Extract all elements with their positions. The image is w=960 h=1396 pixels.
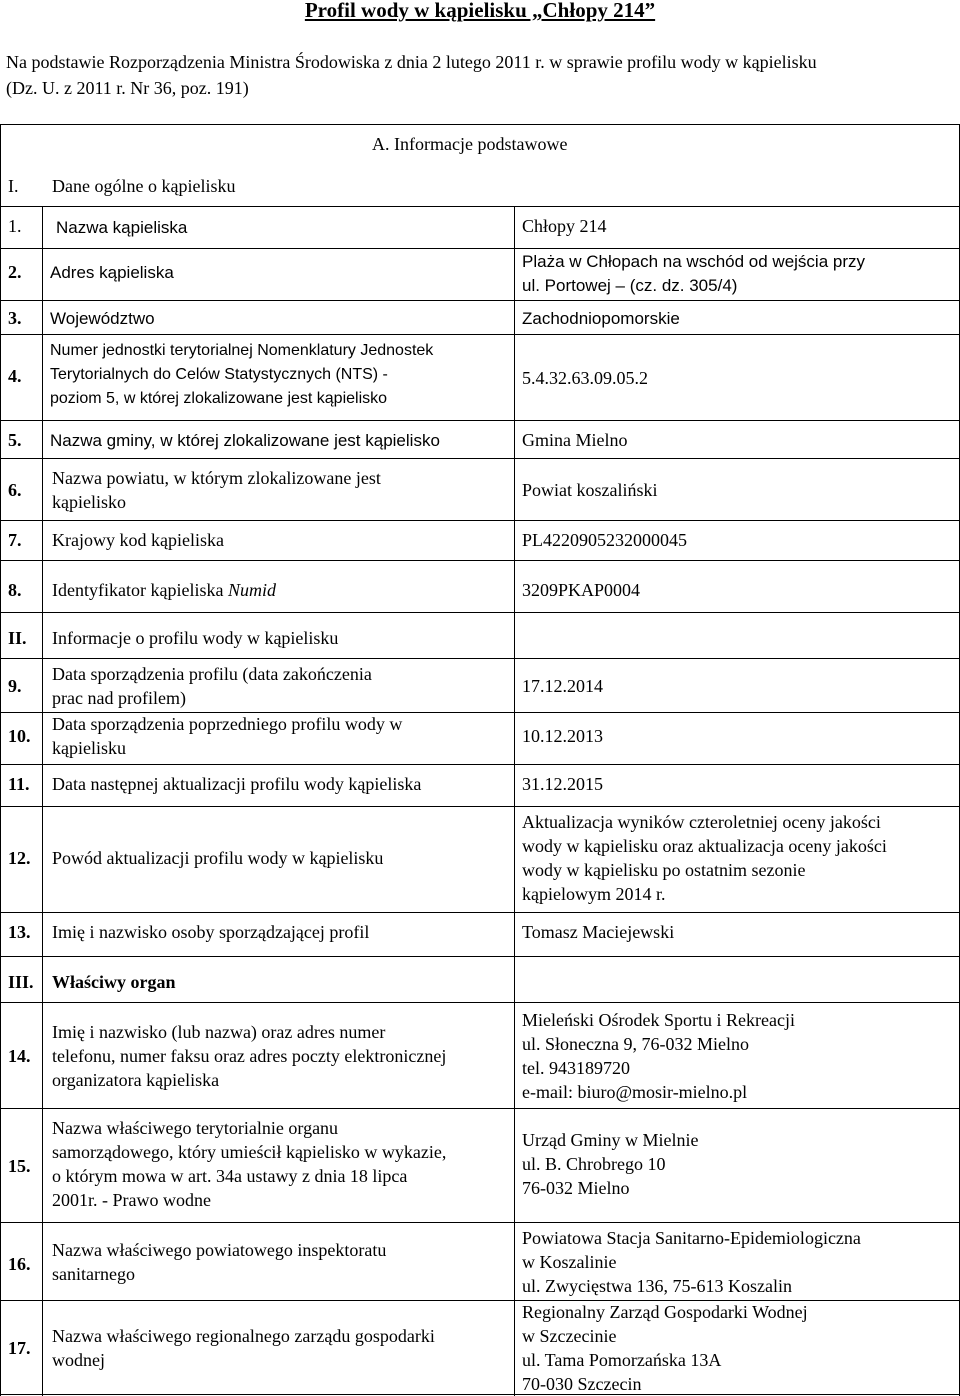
row-13-number: 13. bbox=[8, 922, 31, 942]
row-9-label-line-1: Data sporządzenia profilu (data zakończenia bbox=[52, 664, 372, 684]
row-2-number: 2. bbox=[8, 262, 22, 282]
row-15-value-line-3: 76-032 Mielno bbox=[522, 1178, 630, 1198]
row-9-label-line-2: prac nad profilem) bbox=[52, 688, 186, 708]
row-16-value-line-3: ul. Zwycięstwa 136, 75-613 Koszalin bbox=[522, 1276, 792, 1296]
row-14-number: 14. bbox=[8, 1046, 31, 1066]
row-14-value-line-3: tel. 943189720 bbox=[522, 1058, 630, 1078]
row-16-label-line-2: sanitarnego bbox=[52, 1264, 135, 1284]
row-13-label: Imię i nazwisko osoby sporządzającej profil bbox=[52, 922, 370, 942]
row-1-label: Nazwa kąpieliska bbox=[56, 218, 188, 237]
row-15-label-line-1: Nazwa właściwego terytorialnie organu bbox=[52, 1118, 339, 1138]
row-16-label-line-1: Nazwa właściwego powiatowego inspektoratu bbox=[52, 1240, 387, 1260]
row-12-value-line-1: Aktualizacja wyników czteroletniej oceny jakości bbox=[522, 812, 881, 832]
row-12-value-line-2: wody w kąpielisku oraz aktualizacja oceny jakości bbox=[522, 836, 887, 856]
row-5-value: Gmina Mielno bbox=[522, 430, 628, 450]
row-14-label-line-2: telefonu, numer faksu oraz adres poczty elektronicznej bbox=[52, 1046, 447, 1066]
row-15-label-line-3: o którym mowa w art. 34a ustawy z dnia 18 lipca bbox=[52, 1166, 408, 1186]
row-8-label-text: Identyfikator kąpieliska bbox=[52, 580, 224, 600]
row-16-value-line-2: w Koszalinie bbox=[522, 1252, 617, 1272]
row-3-label: Województwo bbox=[50, 309, 155, 328]
row-9-value: 17.12.2014 bbox=[522, 676, 603, 696]
row-12-value-line-4: kąpielowym 2014 r. bbox=[522, 884, 666, 904]
row-6-label-line-1: Nazwa powiatu, w którym zlokalizowane jest bbox=[52, 468, 381, 488]
row-17-label-line-2: wodnej bbox=[52, 1350, 105, 1370]
intro-line-1: Na podstawie Rozporządzenia Ministra Środowiska z dnia 2 lutego 2011 r. w sprawie profilu wody w kąpielisku bbox=[6, 52, 817, 72]
section-iii-number: III. bbox=[8, 972, 34, 992]
row-8-number: 8. bbox=[8, 580, 22, 600]
section-a-heading: A. Informacje podstawowe bbox=[372, 134, 568, 154]
row-2-value-line-2: ul. Portowej – (cz. dz. 305/4) bbox=[522, 276, 738, 295]
row-15-number: 15. bbox=[8, 1156, 31, 1176]
frame-left bbox=[0, 124, 1, 1396]
row-3-value: Zachodniopomorskie bbox=[522, 309, 680, 328]
column-divider-value bbox=[514, 206, 515, 1396]
row-4-number: 4. bbox=[8, 366, 22, 386]
row-6-number: 6. bbox=[8, 480, 22, 500]
row-8-label bbox=[52, 580, 276, 601]
row-14-value-line-1: Mieleński Ośrodek Sportu i Rekreacji bbox=[522, 1010, 795, 1030]
row-12-number: 12. bbox=[8, 848, 31, 868]
section-i-number: I. bbox=[8, 176, 19, 196]
frame-top bbox=[0, 124, 960, 125]
row-1-number: 1. bbox=[8, 216, 22, 236]
row-4-label-line-3: poziom 5, w której zlokalizowane jest kąpielisko bbox=[50, 390, 388, 407]
row-14-label-line-1: Imię i nazwisko (lub nazwa) oraz adres numer bbox=[52, 1022, 386, 1042]
row-7-label: Krajowy kod kąpieliska bbox=[52, 530, 224, 550]
row-17-value-line-3: ul. Tama Pomorzańska 13A bbox=[522, 1350, 722, 1370]
row-6-value: Powiat koszaliński bbox=[522, 480, 658, 500]
row-2-label: Adres kąpieliska bbox=[50, 263, 174, 282]
section-ii-heading: Informacje o profilu wody w kąpielisku bbox=[52, 628, 339, 648]
row-5-number: 5. bbox=[8, 430, 22, 450]
section-iii-heading: Właściwy organ bbox=[52, 972, 176, 992]
row-11-value: 31.12.2015 bbox=[522, 774, 603, 794]
row-16-value-line-1: Powiatowa Stacja Sanitarno-Epidemiologiczna bbox=[522, 1228, 861, 1248]
row-4-value: 5.4.32.63.09.05.2 bbox=[522, 368, 648, 388]
row-10-value: 10.12.2013 bbox=[522, 726, 603, 746]
row-14-value-line-2: ul. Słoneczna 9, 76-032 Mielno bbox=[522, 1034, 749, 1054]
row-17-value-line-2: w Szczecinie bbox=[522, 1326, 617, 1346]
document-title: Profil wody w kąpielisku „Chłopy 214” bbox=[304, 0, 656, 22]
row-8-value: 3209PKAP0004 bbox=[522, 580, 641, 600]
row-14-value-line-4: e-mail: biuro@mosir-mielno.pl bbox=[522, 1082, 748, 1102]
row-2-value-line-1: Plaża w Chłopach na wschód od wejścia przy bbox=[522, 252, 866, 271]
row-14-label-line-3: organizatora kąpieliska bbox=[52, 1070, 220, 1090]
row-1-value: Chłopy 214 bbox=[522, 216, 607, 236]
row-13-value: Tomasz Maciejewski bbox=[522, 922, 675, 942]
row-5-label: Nazwa gminy, w której zlokalizowane jest kąpielisko bbox=[50, 431, 440, 450]
row-15-value-line-1: Urząd Gminy w Mielnie bbox=[522, 1130, 699, 1150]
row-17-number: 17. bbox=[8, 1338, 31, 1358]
row-17-label-line-1: Nazwa właściwego regionalnego zarządu gospodarki bbox=[52, 1326, 435, 1346]
row-4-label-line-2: Terytorialnych do Celów Statystycznych (NTS) - bbox=[50, 366, 388, 383]
row-15-label-line-2: samorządowego, który umieścił kąpielisko w wykazie, bbox=[52, 1142, 447, 1162]
section-i-heading: Dane ogólne o kąpielisku bbox=[52, 176, 236, 196]
column-divider-number bbox=[42, 206, 43, 1396]
row-12-value-line-3: wody w kąpielisku po ostatnim sezonie bbox=[522, 860, 806, 880]
row-17-value-line-1: Regionalny Zarząd Gospodarki Wodnej bbox=[522, 1302, 808, 1322]
row-12-label: Powód aktualizacji profilu wody w kąpielisku bbox=[52, 848, 384, 868]
row-6-label-line-2: kąpielisko bbox=[52, 492, 126, 512]
row-4-label-line-1: Numer jednostki terytorialnej Nomenklatury Jednostek bbox=[50, 342, 434, 359]
row-10-label-line-1: Data sporządzenia poprzedniego profilu wody w bbox=[52, 714, 403, 734]
row-8-label-italic: Numid bbox=[227, 580, 276, 600]
row-7-value: PL4220905232000045 bbox=[522, 530, 688, 550]
row-11-label: Data następnej aktualizacji profilu wody kąpieliska bbox=[52, 774, 422, 794]
row-10-label-line-2: kąpielisku bbox=[52, 738, 126, 758]
row-11-number: 11. bbox=[8, 774, 30, 794]
row-10-number: 10. bbox=[8, 726, 31, 746]
row-17-value-line-4: 70-030 Szczecin bbox=[522, 1374, 642, 1394]
row-15-label-line-4: 2001r. - Prawo wodne bbox=[52, 1190, 211, 1210]
row-15-value-line-2: ul. B. Chrobrego 10 bbox=[522, 1154, 666, 1174]
frame-bottom bbox=[0, 1394, 960, 1395]
section-ii-number: II. bbox=[8, 628, 27, 648]
row-7-number: 7. bbox=[8, 530, 22, 550]
intro-line-2: (Dz. U. z 2011 r. Nr 36, poz. 191) bbox=[6, 78, 249, 98]
row-3-number: 3. bbox=[8, 308, 22, 328]
row-16-number: 16. bbox=[8, 1254, 31, 1274]
row-9-number: 9. bbox=[8, 676, 22, 696]
